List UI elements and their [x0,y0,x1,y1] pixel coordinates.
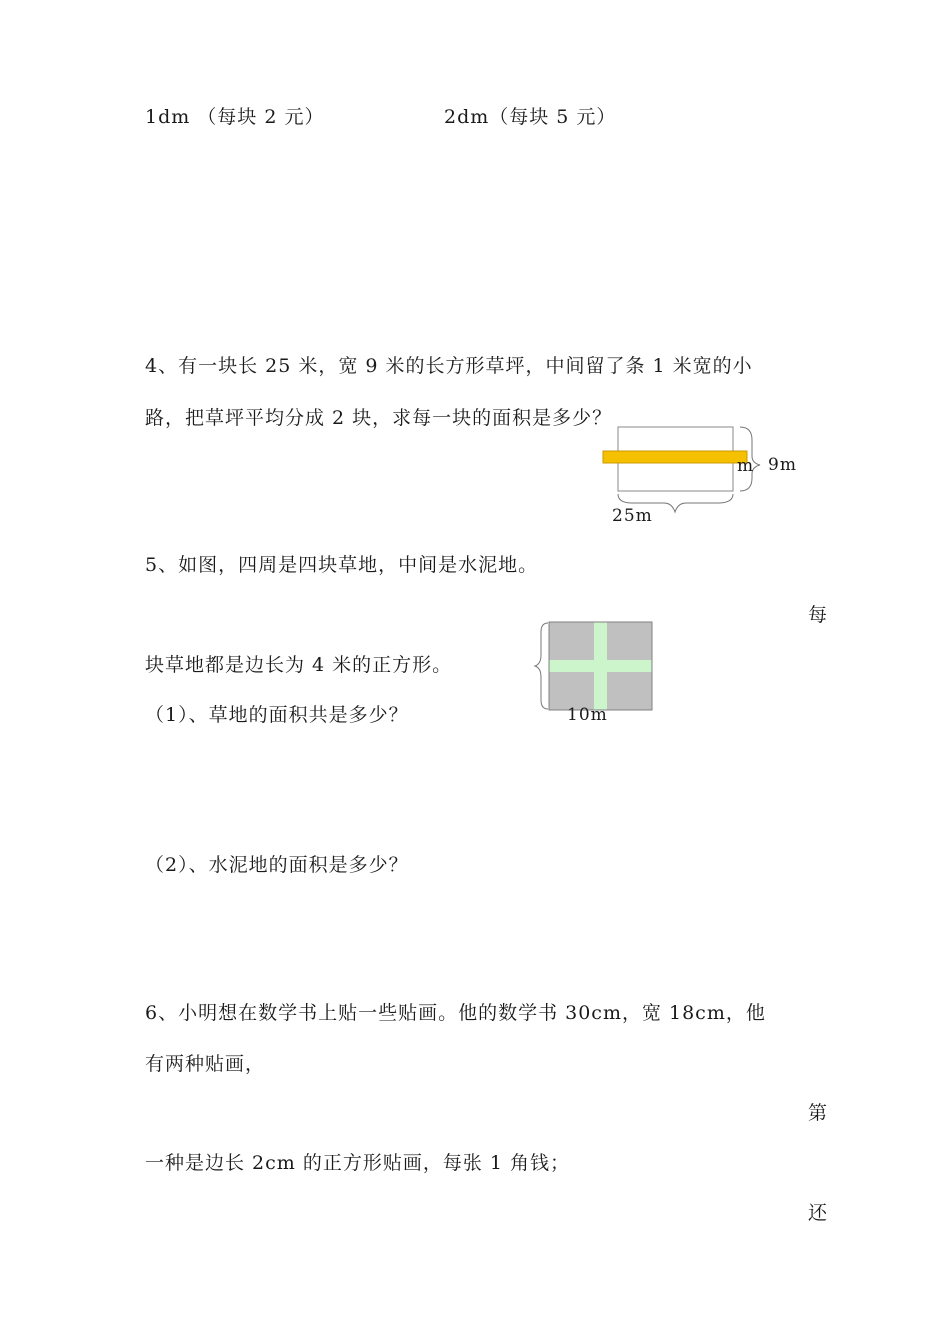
q5-text-line-3: 块草地都是边长为 4 米的正方形。 [145,654,453,676]
q5-side-brace [535,623,548,709]
q4-length-label: 25m [612,506,653,526]
tile-option-2: 2dm（每块 5 元） [444,106,617,128]
q5-side-label: 10m [567,705,608,725]
q5-sub-question-2: （2）、水泥地的面积是多少？ [145,854,409,876]
q6-text-line-2: 有两种贴画， [145,1053,266,1075]
q6-line-3-end: 第 [808,1102,829,1124]
q5-sub-question-1: （1）、草地的面积共是多少？ [145,704,409,726]
q5-line-2-end: 每 [808,604,829,626]
q5-grass-top-right [607,622,652,660]
q5-grass-top-left [549,622,594,660]
q4-road-width-label: m [737,456,755,476]
q6-line-5-end: 还 [808,1202,829,1224]
q4-width-label: 9m [768,455,797,475]
q5-text-line-1: 5、如图，四周是四块草地，中间是水泥地。 [145,554,539,576]
q6-text-line-1: 6、小明想在数学书上贴一些贴画。他的数学书 30cm，宽 18cm，他 [145,1002,766,1024]
tile-option-1: 1dm （每块 2 元） [145,106,325,128]
q5-grass-bottom-right [607,672,652,710]
q4-text-line-1: 4、有一块长 25 米，宽 9 米的长方形草坪，中间留了条 1 米宽的小 [145,355,753,377]
q6-text-line-4: 一种是边长 2cm 的正方形贴画，每张 1 角钱； [145,1152,570,1174]
q4-text-line-2: 路，把草坪平均分成 2 块，求每一块的面积是多少？ [145,407,613,429]
